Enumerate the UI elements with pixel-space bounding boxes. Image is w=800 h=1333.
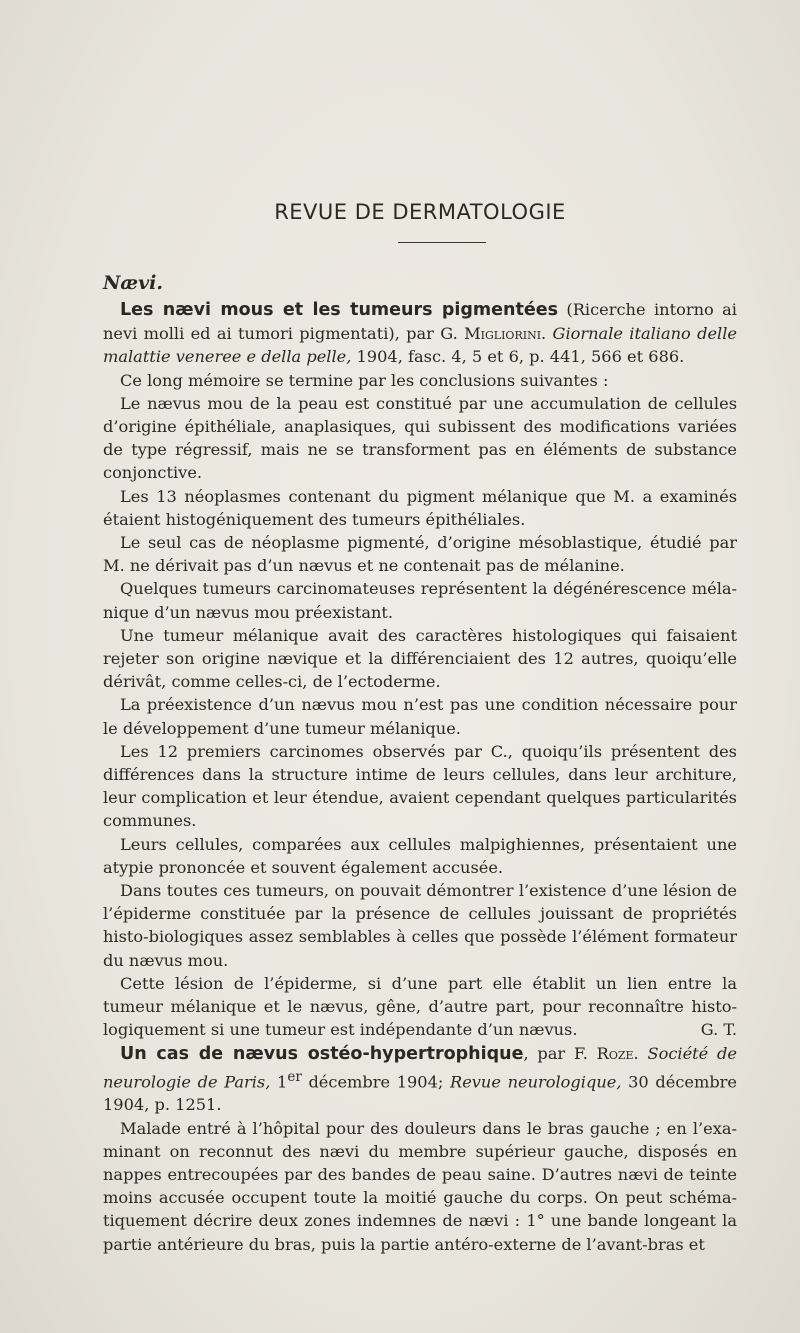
article-body (103, 298, 737, 1256)
paragraph: Quelques tumeurs carcinomateuses représentent la dégénérescence mélanique d’un nævus mou préexistant. (103, 579, 737, 622)
paragraph: Le seul cas de néoplasme pigmenté, d’origine mésoblastique, étudié par M. ne dérivait pas d’un nævus et ne contenait pas de mélanine. (103, 533, 737, 576)
superscript: er (287, 1068, 302, 1085)
section-heading: Nævi. (103, 272, 163, 294)
paragraph: Ce long mémoire se termine par les conclusions suivantes : (120, 370, 609, 390)
article1-heading: Les nævi mous et les tumeurs pigmentées (120, 300, 559, 320)
paragraph: Dans toutes ces tumeurs, on pouvait démontrer l’existence d’une lésion de l’épiderme constituée par la présence de cellules jouissant de propriétés histo-biologiques assez semblables à celles que possède l’élément formateur du nævus mou. (103, 881, 737, 970)
paragraph-last: Cette lésion de l’épiderme, si d’une part elle établit un lien entre la tumeur mélanique et le nævus, gêne, d’autre part, pour reconnaître histologiquement si une tumeur est indépendante d’un nævus. G. T. (103, 972, 737, 1042)
paragraph: La préexistence d’un nævus mou n’est pas une condition nécessaire pour le développement d’une tumeur mélanique. (103, 695, 737, 738)
article2-author: Roze. (596, 1043, 639, 1063)
article1-citation: Les nævi mous et les tumeurs pigmentées (Ricerche intorno ai nevi molli ed ai tumori pigmentati), par G. Migliorini. Giornale italiano delle malattie veneree e della pelle, 1904, fasc. 4, 5 et 6, p. 441, 566 et 686. (103, 300, 737, 367)
paragraph: Le nævus mou de la peau est constitué par une accumulation de cellules d’origine épithéliale, anaplasiques, qui subissent des modifications variées de type régressif, mais ne se transforment pas en éléments de substance conjonctive. (103, 393, 737, 483)
paragraph: Leurs cellules, comparées aux cellules malpighiennes, présentaient une atypie prononcée et souvent également accusée. (103, 834, 737, 877)
article2-journal2: Revue neurologique, (450, 1072, 622, 1092)
paragraph: Les 12 premiers carcinomes observés par C., quoiqu’ils présentent des différences dans la structure intime de leurs cellules, dans leur architure, leur complication et leur étendue, avaient cependant quelques particularités communes. (103, 741, 737, 831)
paragraph: Malade entré à l’hôpital pour des douleurs dans le bras gauche ; en l’examinant on reconnut des nævi du membre supérieur gauche, disposés en nappes entrecoupées par des bandes de peau saine. D’autres nævi de teinte moins accusée occupent toute la moitié gauche du corps. On peut schématiquement décrire deux zones indemnes de nævi : 1° une bande longeant la partie antérieure du bras, puis la partie antéro-externe de l’avant-bras et (103, 1118, 737, 1254)
paragraph: Une tumeur mélanique avait des caractères histologiques qui faisaient rejeter son origine nævique et la différenciaient des 12 autres, quoiqu’elle dérivât, comme celles-ci, de l’ectoderme. (103, 625, 737, 692)
article1-journal: Giornale italiano delle malattie veneree e della pelle, (103, 324, 737, 367)
article2-citation: Un cas de nævus ostéo-hypertrophique, par F. Roze. Société de neurologie de Paris, 1er décembre 1904; Revue neurologique, 30 décembre 1904, p. 1251. (103, 1043, 737, 1115)
paragraph: Les 13 néoplasmes contenant du pigment mélanique que M. a examinés étaient histogéniquement des tumeurs épithéliales. (103, 486, 737, 529)
title-rule (398, 242, 486, 243)
page-title: REVUE DE DERMATOLOGIE (274, 200, 566, 224)
article2-heading: Un cas de nævus ostéo-hypertrophique (120, 1043, 524, 1064)
article2-journal1: Société de neurologie de Paris, (103, 1043, 737, 1092)
signature: G. T. (700, 1020, 737, 1040)
article1-author: Migliorini. (464, 324, 547, 344)
